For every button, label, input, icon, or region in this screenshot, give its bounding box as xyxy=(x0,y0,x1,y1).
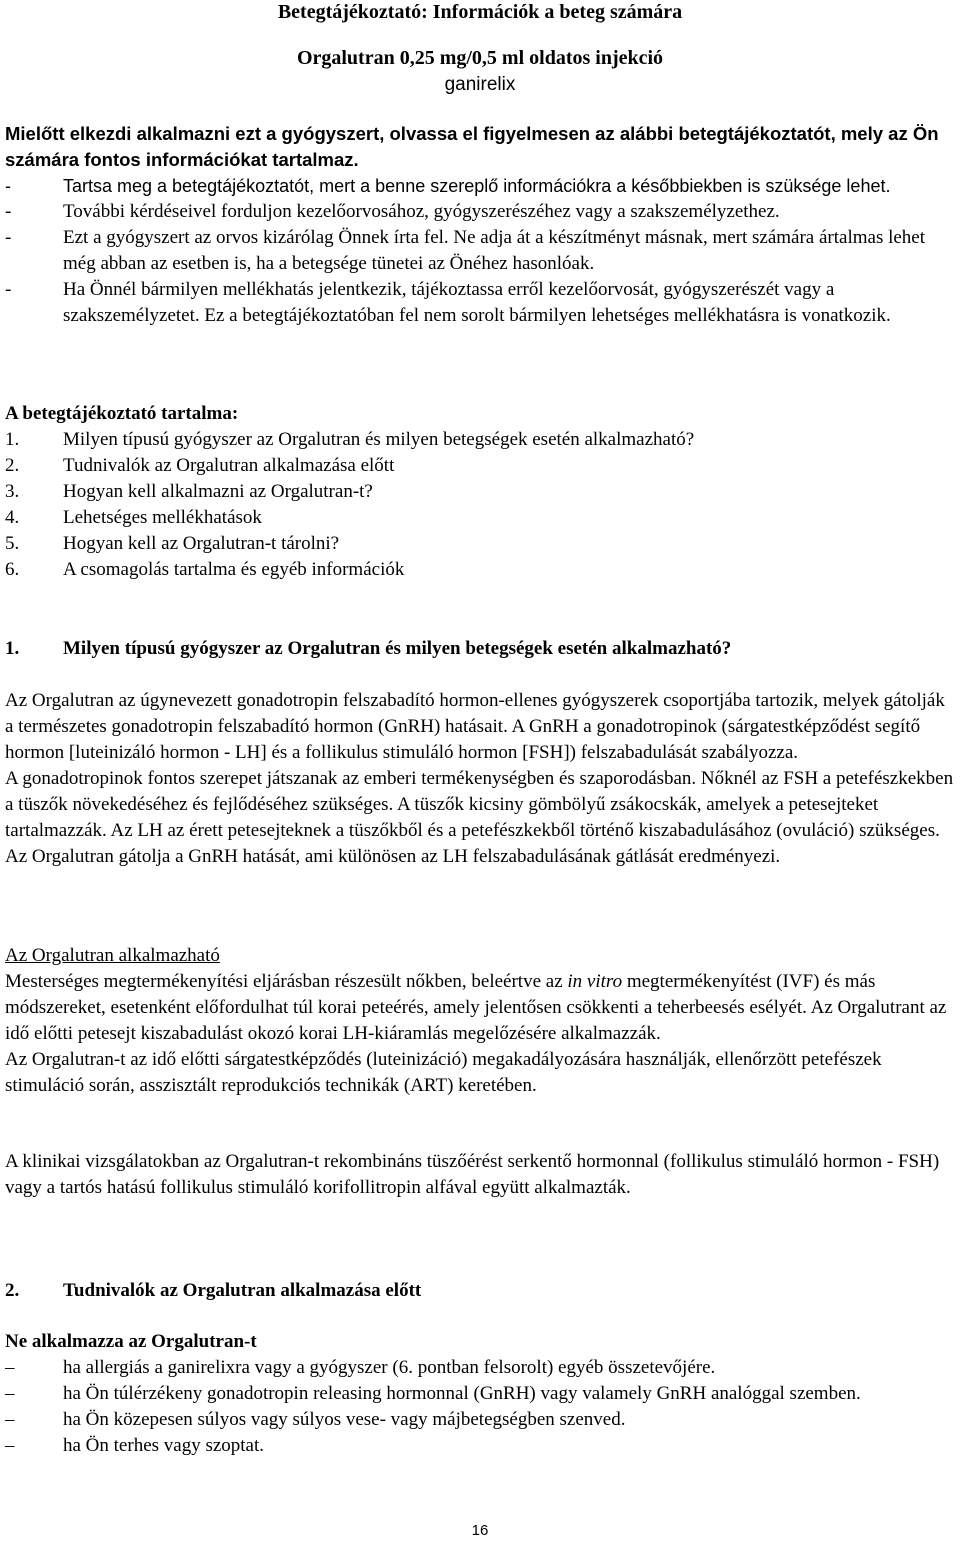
toc-text: Tudnivalók az Orgalutran alkalmazása előtt xyxy=(63,455,395,476)
bullet-marker: - xyxy=(5,176,11,196)
section-2-heading xyxy=(5,1278,955,1304)
toc-item xyxy=(5,557,955,583)
intro-warning: Mielőtt elkezdi alkalmazni ezt a gyógyszert, olvassa el figyelmesen az alábbi betegtájékoztatót, mely az Ön számára fontos információkat tartalmaz. xyxy=(5,123,939,170)
paragraph: Az Orgalutran az úgynevezett gonadotropin felszabadító hormon-ellenes gyógyszerek csoportjába tartozik, melyek gátolják a természetes gonadotropin felszabadító hormon (GnRH) hatásait. A GnRH a gonadotropinok (sárgatestképződést segítő hormon [luteinizáló hormon - LH] és a follikulus stimuláló hormon [FSH]) felszabadulását szabályozza. xyxy=(5,690,945,763)
document-title: Betegtájékoztató: Információk a beteg számára xyxy=(277,1,683,23)
section-title: Milyen típusú gyógyszer az Orgalutran és milyen betegségek esetén alkalmazható? xyxy=(63,638,732,659)
paragraph xyxy=(5,969,955,1047)
subheading: Ne alkalmazza az Orgalutran-t xyxy=(5,1331,257,1352)
toc-num: 3. xyxy=(5,481,20,502)
list-text: ha Ön közepesen súlyos vagy súlyos vese- vagy májbetegségben szenved. xyxy=(63,1409,626,1430)
bullet-marker: - xyxy=(5,279,12,300)
toc-item xyxy=(5,479,955,505)
list-text: ha Ön túlérzékeny gonadotropin releasing hormonnal (GnRH) vagy valamely GnRH analóggal szemben. xyxy=(63,1383,861,1404)
section-num: 2. xyxy=(5,1280,20,1301)
list-marker: – xyxy=(5,1435,15,1456)
paragraph: Az Orgalutran gátolja a GnRH hatását, ami különösen az LH felszabadulásának gátlását eredményezi. xyxy=(5,846,781,867)
bullet-text: Ha Önnél bármilyen mellékhatás jelentkezik, tájékoztassa erről kezelőorvosát, gyógyszerészét vagy a szakszemélyzetet. Ez a betegtájékoztatóban fel nem sorolt bármilyen lehetséges mellékhatásra is vonatkozik. xyxy=(63,279,891,326)
toc-num: 5. xyxy=(5,533,20,554)
italic-term: in vitro xyxy=(567,971,623,992)
toc-num: 1. xyxy=(5,429,20,450)
subheading: Az Orgalutran alkalmazható xyxy=(5,945,220,966)
toc-text: Hogyan kell alkalmazni az Orgalutran-t? xyxy=(63,481,373,502)
page-number: 16 xyxy=(471,1522,489,1539)
list-marker: – xyxy=(5,1357,15,1378)
section-1-body xyxy=(5,688,955,870)
section-title: Tudnivalók az Orgalutran alkalmazása előtt xyxy=(63,1280,422,1301)
toc-num: 2. xyxy=(5,455,20,476)
toc-item xyxy=(5,427,955,453)
toc-item xyxy=(5,531,955,557)
text-run: megtermékenyítést (IVF) és más módszereket, esetenként előfordulhat túl korai peteérés, amely jelentősen csökkenti a teherbeesés esélyét. Az Orgalutrant az idő előtti petesejt kiszabadulást okozó korai LH-kiáramlás megelőzésére alkalmazzák. xyxy=(5,971,947,1044)
section-1-heading xyxy=(5,636,955,662)
list-text: ha Ön terhes vagy szoptat. xyxy=(63,1435,265,1456)
toc-item xyxy=(5,453,955,479)
toc-item xyxy=(5,505,955,531)
list-item xyxy=(5,1433,955,1459)
product-name: Orgalutran 0,25 mg/0,5 ml oldatos injekció xyxy=(296,47,664,69)
paragraph: Az Orgalutran-t az idő előtti sárgatestképződés (luteinizáció) megakadályozására használják, ellenőrzött petefészek stimuláció során, asszisztált reprodukciós technikák (ART) keretében. xyxy=(5,1049,882,1096)
toc-heading: A betegtájékoztató tartalma: xyxy=(5,403,239,424)
list-item xyxy=(5,1381,955,1407)
intro-bullet xyxy=(5,173,955,199)
bullet-text: Tartsa meg a betegtájékoztatót, mert a benne szereplő információkra a későbbiekben is szüksége lehet. xyxy=(63,176,891,196)
toc-num: 4. xyxy=(5,507,20,528)
intro-bullets xyxy=(5,173,955,329)
bullet-marker: - xyxy=(5,227,12,248)
toc-text: A csomagolás tartalma és egyéb információk xyxy=(63,559,405,580)
section-1-clinical xyxy=(5,1149,955,1201)
toc-text: Milyen típusú gyógyszer az Orgalutran és milyen betegségek esetén alkalmazható? xyxy=(63,429,695,450)
bullet-text: Ezt a gyógyszert az orvos kizárólag Önnek írta fel. Ne adja át a készítményt másnak, mert számára ártalmas lehet még abban az esetben is, ha a betegsége tünetei az Önéhez hasonlóak. xyxy=(63,227,926,274)
section-1-usage xyxy=(5,943,955,1099)
text-run: Mesterséges megtermékenyítési eljárásban részesült nőkben, beleértve az xyxy=(5,971,568,992)
paragraph: A gonadotropinok fontos szerepet játszanak az emberi termékenységben és szaporodásban. Nőknél az FSH a petefészkekben a tüszők növekedéséhez és fejlődéséhez szükséges. A tüszők kicsiny gömbölyű zsákocskák, amelyek a petesejteket tartalmazzák. Az LH az érett petesejteknek a tüszőkből és a petefészkekből történő kiszabadulásához (ovuláció) szükséges. xyxy=(5,768,954,841)
toc-text: Hogyan kell az Orgalutran-t tárolni? xyxy=(63,533,340,554)
bullet-marker: - xyxy=(5,201,12,222)
list-item xyxy=(5,1407,955,1433)
list-text: ha allergiás a ganirelixra vagy a gyógyszer (6. pontban felsorolt) egyéb összetevőjére. xyxy=(63,1357,716,1378)
section-2-body xyxy=(5,1329,955,1459)
toc-num: 6. xyxy=(5,559,20,580)
active-substance: ganirelix xyxy=(444,74,516,95)
intro-bullet xyxy=(5,199,955,225)
paragraph: A klinikai vizsgálatokban az Orgalutran-t rekombináns tüszőérést serkentő hormonnal (follikulus stimuláló hormon - FSH) vagy a tartós hatású follikulus stimuláló korifollitropin alfával együtt alkalmazták. xyxy=(5,1151,940,1198)
section-num: 1. xyxy=(5,638,20,659)
bullet-text: További kérdéseivel forduljon kezelőorvosához, gyógyszerészéhez vagy a szakszemélyzethez. xyxy=(63,201,780,222)
intro-bullet xyxy=(5,225,955,277)
table-of-contents xyxy=(5,401,955,583)
list-item xyxy=(5,1355,955,1381)
toc-text: Lehetséges mellékhatások xyxy=(63,507,262,528)
list-marker: – xyxy=(5,1409,15,1430)
intro-bullet xyxy=(5,277,955,329)
list-marker: – xyxy=(5,1383,15,1404)
